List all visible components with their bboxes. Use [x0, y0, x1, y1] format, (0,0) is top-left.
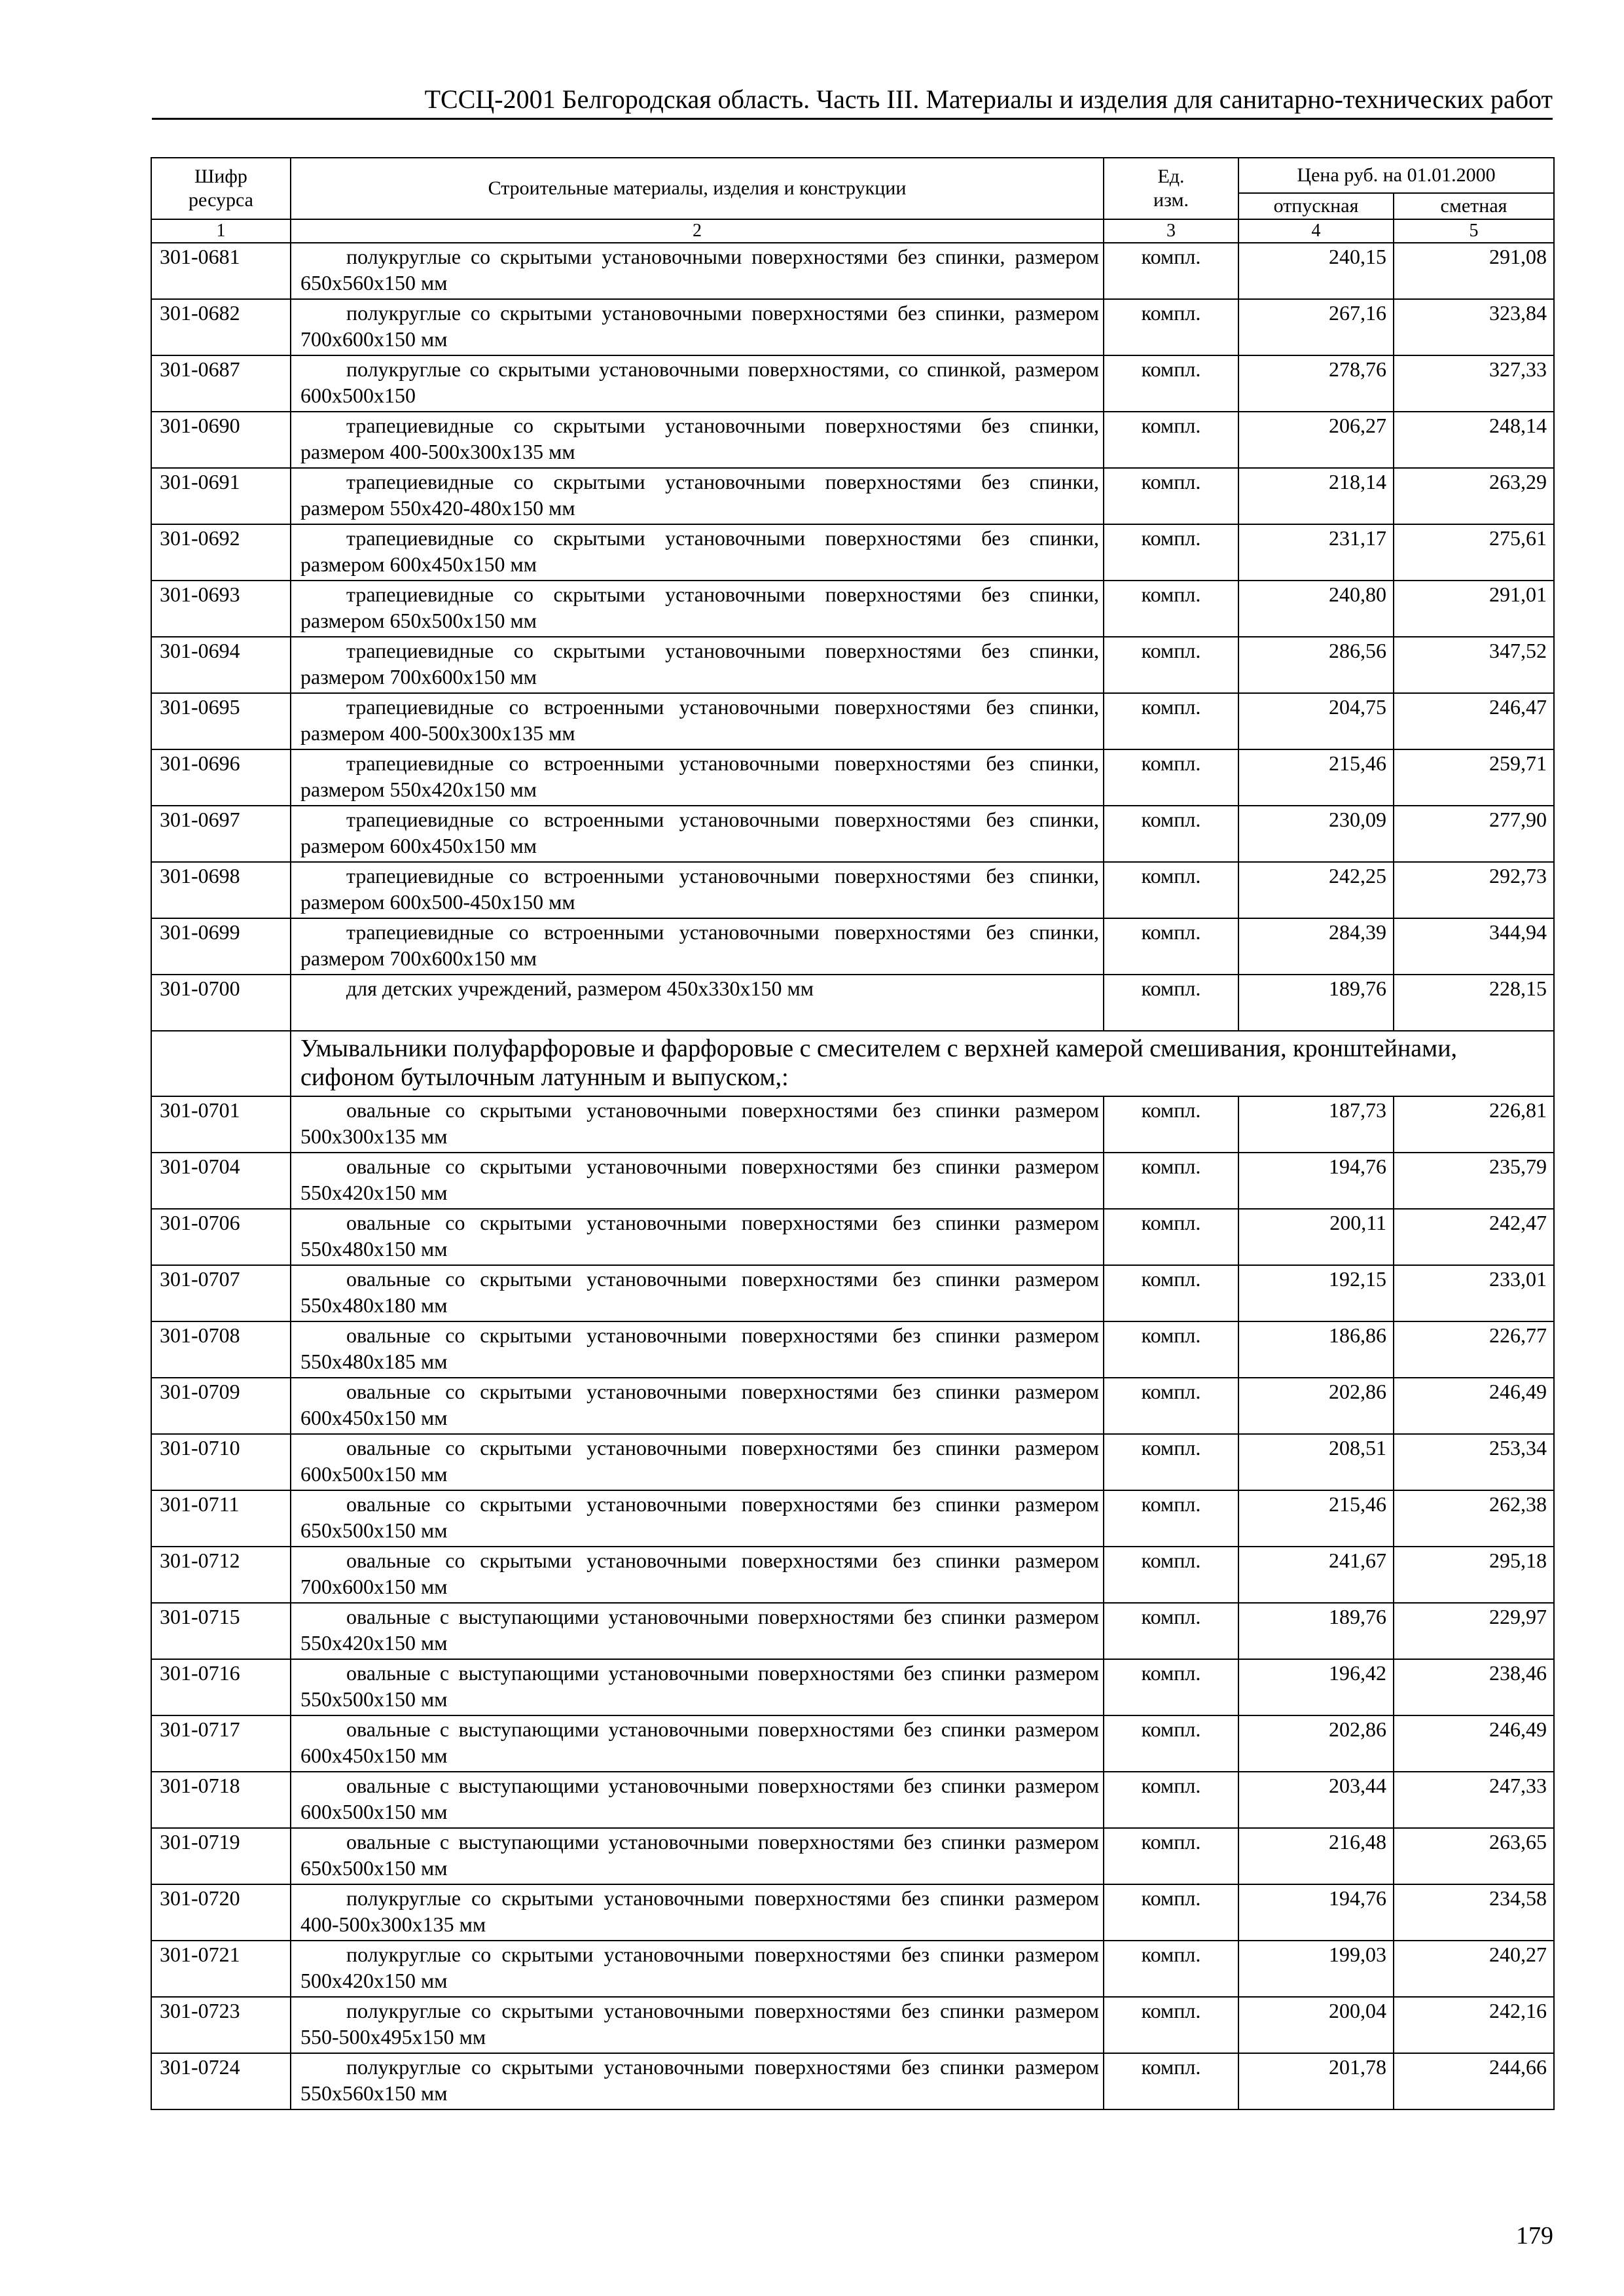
table-row	[151, 1547, 1554, 1603]
estimate-price: 291,01	[1394, 581, 1554, 637]
unit-cell: компл.	[1104, 1884, 1238, 1941]
resource-code: 301-0704	[151, 1153, 291, 1209]
resource-code: 301-0709	[151, 1378, 291, 1434]
resource-code: 301-0681	[151, 243, 291, 299]
section-row	[151, 1031, 1554, 1096]
column-number: 5	[1394, 219, 1554, 243]
item-description: овальные со скрытыми установочными поверхностями без спинки размером 550x480x180 мм	[291, 1265, 1104, 1321]
col-header-price-release: отпускная	[1238, 193, 1394, 219]
release-price: 231,17	[1238, 524, 1394, 581]
resource-code: 301-0724	[151, 2053, 291, 2109]
estimate-price: 246,49	[1394, 1378, 1554, 1434]
release-price: 196,42	[1238, 1659, 1394, 1715]
page-header	[152, 80, 1553, 120]
resource-code: 301-0701	[151, 1096, 291, 1153]
item-description: трапециевидные со встроенными установочными поверхностями без спинки, размером 600x500-450x150 мм	[291, 862, 1104, 918]
estimate-price: 228,15	[1394, 975, 1554, 1031]
resource-code: 301-0695	[151, 693, 291, 749]
release-price: 192,15	[1238, 1265, 1394, 1321]
estimate-price: 347,52	[1394, 637, 1554, 693]
item-description: полукруглые со скрытыми установочными поверхностями без спинки размером 550x560x150 мм	[291, 2053, 1104, 2109]
release-price: 200,04	[1238, 1997, 1394, 2053]
resource-code: 301-0697	[151, 806, 291, 862]
estimate-price: 253,34	[1394, 1434, 1554, 1490]
unit-cell: компл.	[1104, 1153, 1238, 1209]
unit-cell: компл.	[1104, 1715, 1238, 1772]
table-row	[151, 1828, 1554, 1884]
item-description: овальные с выступающими установочными поверхностями без спинки размером 600x500x150 мм	[291, 1772, 1104, 1828]
table-row	[151, 1603, 1554, 1659]
estimate-price: 233,01	[1394, 1265, 1554, 1321]
estimate-price: 263,65	[1394, 1828, 1554, 1884]
unit-cell: компл.	[1104, 1603, 1238, 1659]
item-description: овальные со скрытыми установочными поверхностями без спинки размером 700x600x150 мм	[291, 1547, 1104, 1603]
unit-cell: компл.	[1104, 1321, 1238, 1378]
item-description: трапециевидные со встроенными установочными поверхностями без спинки, размером 600x450x150 мм	[291, 806, 1104, 862]
unit-cell: компл.	[1104, 299, 1238, 355]
item-description: овальные со скрытыми установочными поверхностями без спинки размером 650x500x150 мм	[291, 1490, 1104, 1547]
item-description: трапециевидные со встроенными установочными поверхностями без спинки, размером 550x420x150 мм	[291, 749, 1104, 806]
resource-code: 301-0694	[151, 637, 291, 693]
table-row	[151, 1941, 1554, 1997]
table-row	[151, 1209, 1554, 1265]
unit-cell: компл.	[1104, 1096, 1238, 1153]
unit-cell: компл.	[1104, 468, 1238, 524]
estimate-price: 344,94	[1394, 918, 1554, 975]
release-price: 201,78	[1238, 2053, 1394, 2109]
item-description: трапециевидные со скрытыми установочными поверхностями без спинки, размером 400-500x300x135 мм	[291, 412, 1104, 468]
table-row	[151, 243, 1554, 299]
unit-cell: компл.	[1104, 581, 1238, 637]
estimate-price: 229,97	[1394, 1603, 1554, 1659]
table-row	[151, 355, 1554, 412]
table-row	[151, 1434, 1554, 1490]
unit-cell: компл.	[1104, 1941, 1238, 1997]
table-row	[151, 1096, 1554, 1153]
table-row	[151, 299, 1554, 355]
resource-code: 301-0693	[151, 581, 291, 637]
estimate-price: 238,46	[1394, 1659, 1554, 1715]
estimate-price: 247,33	[1394, 1772, 1554, 1828]
item-description: овальные с выступающими установочными поверхностями без спинки размером 650x500x150 мм	[291, 1828, 1104, 1884]
unit-cell: компл.	[1104, 975, 1238, 1031]
table-row	[151, 862, 1554, 918]
column-number: 3	[1104, 219, 1238, 243]
table-row	[151, 412, 1554, 468]
item-description: трапециевидные со скрытыми установочными поверхностями без спинки, размером 600x450x150 мм	[291, 524, 1104, 581]
resource-code: 301-0707	[151, 1265, 291, 1321]
table-row	[151, 1772, 1554, 1828]
table-row	[151, 581, 1554, 637]
release-price: 204,75	[1238, 693, 1394, 749]
release-price: 241,67	[1238, 1547, 1394, 1603]
table-row	[151, 1715, 1554, 1772]
unit-cell: компл.	[1104, 1209, 1238, 1265]
release-price: 284,39	[1238, 918, 1394, 975]
item-description: полукруглые со скрытыми установочными поверхностями без спинки размером 550-500x495x150 мм	[291, 1997, 1104, 2053]
release-price: 187,73	[1238, 1096, 1394, 1153]
estimate-price: 262,38	[1394, 1490, 1554, 1547]
item-description: трапециевидные со скрытыми установочными поверхностями без спинки, размером 650x500x150 мм	[291, 581, 1104, 637]
estimate-price: 226,77	[1394, 1321, 1554, 1378]
resource-code: 301-0723	[151, 1997, 291, 2053]
resource-code: 301-0715	[151, 1603, 291, 1659]
item-description: полукруглые со скрытыми установочными поверхностями без спинки, размером 700x600x150 мм	[291, 299, 1104, 355]
item-description: трапециевидные со встроенными установочными поверхностями без спинки, размером 400-500x300x135 мм	[291, 693, 1104, 749]
unit-cell: компл.	[1104, 749, 1238, 806]
resource-code: 301-0706	[151, 1209, 291, 1265]
release-price: 216,48	[1238, 1828, 1394, 1884]
item-description: овальные со скрытыми установочными поверхностями без спинки размером 600x450x150 мм	[291, 1378, 1104, 1434]
unit-cell: компл.	[1104, 637, 1238, 693]
release-price: 189,76	[1238, 975, 1394, 1031]
unit-cell: компл.	[1104, 918, 1238, 975]
release-price: 202,86	[1238, 1378, 1394, 1434]
column-number-row	[151, 219, 1554, 243]
column-number: 2	[291, 219, 1104, 243]
table-row	[151, 806, 1554, 862]
resource-code: 301-0711	[151, 1490, 291, 1547]
table-row	[151, 637, 1554, 693]
release-price: 186,86	[1238, 1321, 1394, 1378]
release-price: 215,46	[1238, 1490, 1394, 1547]
resource-code: 301-0682	[151, 299, 291, 355]
unit-cell: компл.	[1104, 693, 1238, 749]
release-price: 203,44	[1238, 1772, 1394, 1828]
unit-cell: компл.	[1104, 1378, 1238, 1434]
estimate-price: 275,61	[1394, 524, 1554, 581]
price-table-wrapper	[151, 157, 1553, 2110]
release-price: 206,27	[1238, 412, 1394, 468]
table-row	[151, 1884, 1554, 1941]
resource-code: 301-0719	[151, 1828, 291, 1884]
estimate-price: 291,08	[1394, 243, 1554, 299]
table-row	[151, 918, 1554, 975]
estimate-price: 277,90	[1394, 806, 1554, 862]
unit-cell: компл.	[1104, 1547, 1238, 1603]
resource-code: 301-0720	[151, 1884, 291, 1941]
resource-code: 301-0721	[151, 1941, 291, 1997]
resource-code: 301-0712	[151, 1547, 291, 1603]
column-number: 4	[1238, 219, 1394, 243]
unit-cell: компл.	[1104, 2053, 1238, 2109]
col-header-unit: Ед. изм.	[1104, 158, 1238, 219]
item-description: овальные со скрытыми установочными поверхностями без спинки размером 550x480x150 мм	[291, 1209, 1104, 1265]
estimate-price: 323,84	[1394, 299, 1554, 355]
item-description: полукруглые со скрытыми установочными поверхностями, со спинкой, размером 600x500x150	[291, 355, 1104, 412]
release-price: 199,03	[1238, 1941, 1394, 1997]
item-description: овальные со скрытыми установочными поверхностями без спинки размером 550x480x185 мм	[291, 1321, 1104, 1378]
resource-code: 301-0696	[151, 749, 291, 806]
resource-code: 301-0718	[151, 1772, 291, 1828]
item-description: трапециевидные со встроенными установочными поверхностями без спинки, размером 700x600x150 мм	[291, 918, 1104, 975]
release-price: 242,25	[1238, 862, 1394, 918]
table-row	[151, 1321, 1554, 1378]
release-price: 240,80	[1238, 581, 1394, 637]
release-price: 215,46	[1238, 749, 1394, 806]
estimate-price: 327,33	[1394, 355, 1554, 412]
table-row	[151, 975, 1554, 1031]
estimate-price: 259,71	[1394, 749, 1554, 806]
release-price: 286,56	[1238, 637, 1394, 693]
release-price: 267,16	[1238, 299, 1394, 355]
item-description: овальные с выступающими установочными поверхностями без спинки размером 550x420x150 мм	[291, 1603, 1104, 1659]
column-number: 1	[151, 219, 291, 243]
estimate-price: 248,14	[1394, 412, 1554, 468]
item-description: полукруглые со скрытыми установочными поверхностями без спинки размером 400-500x300x135 мм	[291, 1884, 1104, 1941]
resource-code: 301-0708	[151, 1321, 291, 1378]
unit-cell: компл.	[1104, 1659, 1238, 1715]
table-row	[151, 1490, 1554, 1547]
resource-code: 301-0710	[151, 1434, 291, 1490]
col-header-price-estimate: сметная	[1394, 193, 1554, 219]
unit-cell: компл.	[1104, 412, 1238, 468]
table-row	[151, 1378, 1554, 1434]
estimate-price: 292,73	[1394, 862, 1554, 918]
release-price: 200,11	[1238, 1209, 1394, 1265]
resource-code: 301-0698	[151, 862, 291, 918]
release-price: 189,76	[1238, 1603, 1394, 1659]
item-description: трапециевидные со скрытыми установочными поверхностями без спинки, размером 550x420-480x150 мм	[291, 468, 1104, 524]
unit-cell: компл.	[1104, 355, 1238, 412]
item-description: овальные с выступающими установочными поверхностями без спинки размером 550x500x150 мм	[291, 1659, 1104, 1715]
resource-code: 301-0687	[151, 355, 291, 412]
table-row	[151, 1659, 1554, 1715]
item-description: полукруглые со скрытыми установочными поверхностями без спинки размером 500x420x150 мм	[291, 1941, 1104, 1997]
price-table	[151, 157, 1555, 2110]
item-description: овальные со скрытыми установочными поверхностями без спинки размером 600x500x150 мм	[291, 1434, 1104, 1490]
unit-cell: компл.	[1104, 862, 1238, 918]
release-price: 240,15	[1238, 243, 1394, 299]
unit-cell: компл.	[1104, 1490, 1238, 1547]
resource-code: 301-0717	[151, 1715, 291, 1772]
release-price: 278,76	[1238, 355, 1394, 412]
item-description: полукруглые со скрытыми установочными поверхностями без спинки, размером 650x560x150 мм	[291, 243, 1104, 299]
item-description: овальные с выступающими установочными поверхностями без спинки размером 600x450x150 мм	[291, 1715, 1104, 1772]
unit-cell: компл.	[1104, 243, 1238, 299]
item-description: овальные со скрытыми установочными поверхностями без спинки размером 500x300x135 мм	[291, 1096, 1104, 1153]
resource-code: 301-0700	[151, 975, 291, 1031]
release-price: 194,76	[1238, 1153, 1394, 1209]
table-row	[151, 1265, 1554, 1321]
item-description: овальные со скрытыми установочными поверхностями без спинки размером 550x420x150 мм	[291, 1153, 1104, 1209]
estimate-price: 235,79	[1394, 1153, 1554, 1209]
release-price: 230,09	[1238, 806, 1394, 862]
section-title: Умывальники полуфарфоровые и фарфоровые с смесителем с верхней камерой смешивания, кронштейнами, сифоном бутылочным латунным и выпуском,:	[291, 1031, 1554, 1096]
item-description: для детских учреждений, размером 450x330x150 мм	[291, 975, 1104, 1031]
unit-cell: компл.	[1104, 1265, 1238, 1321]
estimate-price: 242,16	[1394, 1997, 1554, 2053]
header-title: ТССЦ-2001 Белгородская область. Часть III. Материалы и изделия для санитарно-технических работ	[424, 84, 1553, 114]
col-header-price-group: Цена руб. на 01.01.2000	[1238, 158, 1554, 193]
estimate-price: 242,47	[1394, 1209, 1554, 1265]
item-description: трапециевидные со скрытыми установочными поверхностями без спинки, размером 700x600x150 мм	[291, 637, 1104, 693]
unit-cell: компл.	[1104, 1997, 1238, 2053]
unit-cell: компл.	[1104, 524, 1238, 581]
release-price: 202,86	[1238, 1715, 1394, 1772]
estimate-price: 226,81	[1394, 1096, 1554, 1153]
price-table-body	[151, 219, 1554, 2109]
estimate-price: 295,18	[1394, 1547, 1554, 1603]
table-row	[151, 468, 1554, 524]
resource-code: 301-0691	[151, 468, 291, 524]
resource-code: 301-0690	[151, 412, 291, 468]
resource-code: 301-0716	[151, 1659, 291, 1715]
release-price: 194,76	[1238, 1884, 1394, 1941]
col-header-code: Шифр ресурса	[151, 158, 291, 219]
release-price: 218,14	[1238, 468, 1394, 524]
page-number: 179	[1516, 2222, 1553, 2250]
unit-cell: компл.	[1104, 806, 1238, 862]
unit-cell: компл.	[1104, 1772, 1238, 1828]
release-price: 208,51	[1238, 1434, 1394, 1490]
estimate-price: 246,49	[1394, 1715, 1554, 1772]
unit-cell: компл.	[1104, 1828, 1238, 1884]
table-row	[151, 749, 1554, 806]
estimate-price: 234,58	[1394, 1884, 1554, 1941]
estimate-price: 246,47	[1394, 693, 1554, 749]
resource-code: 301-0692	[151, 524, 291, 581]
unit-cell: компл.	[1104, 1434, 1238, 1490]
resource-code: 301-0699	[151, 918, 291, 975]
table-row	[151, 524, 1554, 581]
table-row	[151, 1153, 1554, 1209]
table-row	[151, 693, 1554, 749]
col-header-name: Строительные материалы, изделия и конструкции	[291, 158, 1104, 219]
table-row	[151, 1997, 1554, 2053]
estimate-price: 240,27	[1394, 1941, 1554, 1997]
section-empty-cell	[151, 1031, 291, 1096]
estimate-price: 244,66	[1394, 2053, 1554, 2109]
estimate-price: 263,29	[1394, 468, 1554, 524]
table-row	[151, 2053, 1554, 2109]
